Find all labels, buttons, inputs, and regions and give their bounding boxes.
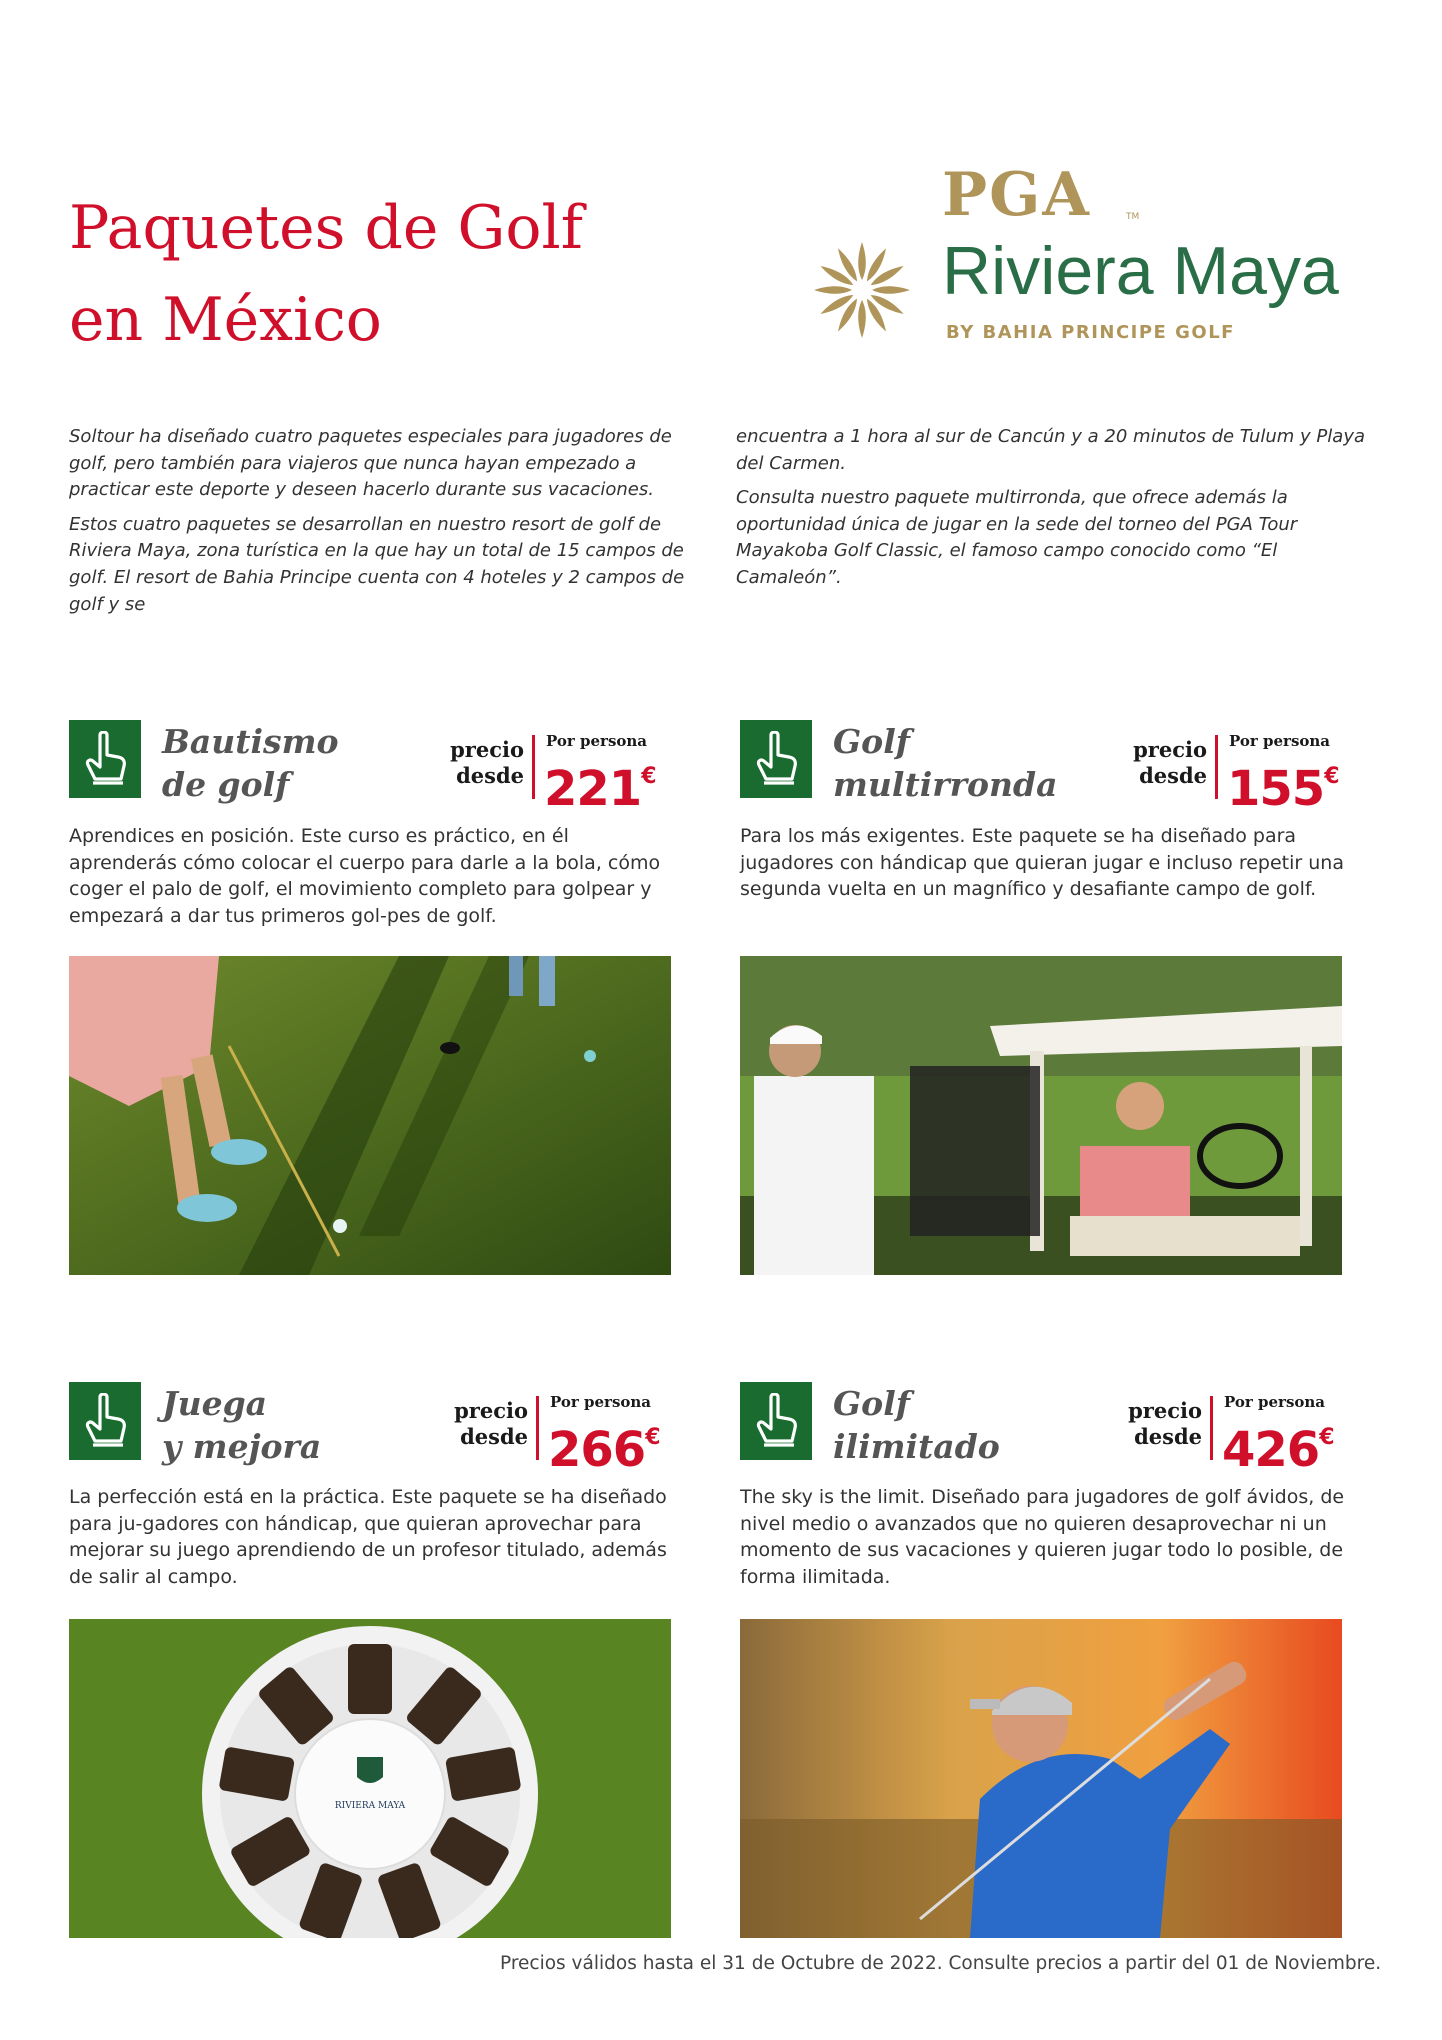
golf-ball-in-cup-photo — [69, 1619, 671, 1938]
package-description: The sky is the limit. Diseñado para jugadores de golf ávidos, de nivel medio o avanzados que no quieren desaprovechar ni un momento de sus vacaciones y quieren jugar todo lo posible, de forma ilimitada. — [740, 1486, 1345, 1588]
package-name — [162, 1382, 321, 1468]
package-name-line1: Golf — [833, 1384, 910, 1423]
intro-paragraph: encuentra a 1 hora al sur de Cancún y a 20 minutos de Tulum y Playa del Carmen. — [736, 426, 1365, 474]
price-divider — [536, 1396, 539, 1460]
por-persona-label: Por persona — [550, 1393, 652, 1411]
pointing-hand-icon — [69, 1382, 141, 1460]
page-title — [69, 182, 629, 366]
precio-desde-label: precio desde — [1128, 1398, 1202, 1449]
pointing-hand-icon — [740, 720, 812, 798]
package-name-line2: y mejora — [162, 1427, 322, 1466]
pointing-hand-icon — [740, 1382, 812, 1460]
package-name-line2: multirronda — [833, 765, 1058, 804]
precio-desde-label: precio desde — [454, 1398, 528, 1449]
logo-riviera-maya-text: Riviera Maya — [942, 233, 1339, 309]
package-description: Aprendices en posición. Este curso es práctico, en él aprenderás cómo colocar el cuerpo para darle a la bola, cómo coger el palo de golf, el movimiento completo para golpear y empezará a dar tus primeros gol-pes de golf. — [69, 825, 661, 927]
package-description: La perfección está en la práctica. Este paquete se ha diseñado para ju-gadores con hándicap, que quieran aprovechar para mejorar su juego aprendiendo de un profesor titulado, además de salir al campo. — [69, 1486, 667, 1588]
intro-right-column — [736, 424, 1366, 600]
intro-paragraph: Estos cuatro paquetes se desarrollan en nuestro resort de golf de Riviera Maya, zona turística en la que hay un total de 15 campos de golf. El resort de Bahia Principe cuenta con 4 hoteles y 2 campos de golf y se — [69, 513, 685, 615]
intro-left-column — [69, 424, 699, 626]
package-name-line2: de golf — [162, 765, 290, 804]
package-name — [833, 720, 1057, 806]
woman-putting-golf-ball-photo — [69, 956, 671, 1275]
price-value: 155€ — [1227, 761, 1340, 817]
package-name-line2: ilimitado — [833, 1427, 1000, 1466]
precio-desde-label: precio desde — [450, 737, 524, 788]
logo-byline: BY BAHIA PRINCIPE GOLF — [946, 322, 1235, 343]
logo-trademark: TM — [1126, 212, 1140, 222]
por-persona-label: Por persona — [1229, 732, 1331, 750]
ball-print-text: RIVIERA MAYA — [334, 1801, 406, 1811]
sun-emblem-icon — [810, 238, 914, 342]
por-persona-label: Por persona — [1224, 1393, 1326, 1411]
pointing-hand-icon — [69, 720, 141, 798]
page-title-line2: en México — [69, 285, 382, 355]
price-divider — [1215, 735, 1218, 799]
price-divider — [1210, 1396, 1213, 1460]
package-name — [162, 720, 339, 806]
page-title-line1: Paquetes de Golf — [69, 193, 583, 263]
intro-paragraph: Soltour ha diseñado cuatro paquetes especiales para jugadores de golf, pero también para viajeros que nunca hayan empezado a practicar este deporte y deseen hacerlo durante sus vacaciones. — [69, 426, 672, 501]
package-name-line1: Golf — [833, 722, 910, 761]
price-value: 426€ — [1222, 1422, 1335, 1478]
package-description: Para los más exigentes. Este paquete se ha diseñado para jugadores con hándicap que quieran jugar e incluso repetir una segunda vuelta en un magnífico y desafiante campo de golf. — [740, 825, 1344, 900]
footer-note: Precios válidos hasta el 31 de Octubre de 2022. Consulte precios a partir del 01 de Noviembre. — [500, 1953, 1382, 1974]
intro-paragraph: Consulta nuestro paquete multirronda, que ofrece además la oportunidad única de jugar en la sede del torneo del PGA Tour Mayakoba Golf Classic, el famoso campo conocido como “El Camaleón”. — [736, 487, 1298, 588]
price-value: 221€ — [544, 761, 657, 817]
precio-desde-label: precio desde — [1133, 737, 1207, 788]
logo-pga-text: PGA — [942, 160, 1091, 230]
por-persona-label: Por persona — [546, 732, 648, 750]
package-name-line1: Juega — [162, 1384, 268, 1423]
golfer-swing-sunset-photo — [740, 1619, 1342, 1938]
price-value: 266€ — [548, 1422, 661, 1478]
package-name — [833, 1382, 1000, 1468]
price-divider — [532, 735, 535, 799]
golf-cart-couple-photo — [740, 956, 1342, 1275]
package-name-line1: Bautismo — [162, 722, 339, 761]
pga-riviera-maya-logo — [810, 160, 1350, 360]
